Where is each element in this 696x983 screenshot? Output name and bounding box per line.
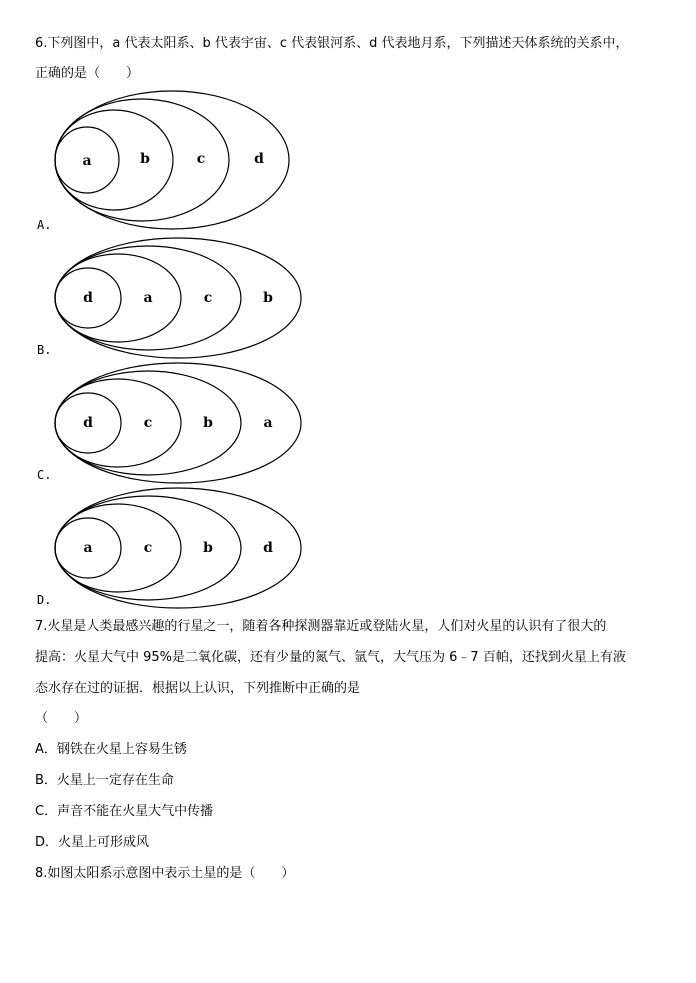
option-b-label-1: d [83, 290, 93, 306]
option-b-label-4: b [263, 290, 273, 306]
option-d-letter: D. [37, 593, 52, 607]
option-d-label-2: c [143, 540, 153, 556]
option-a-label-3: c [196, 151, 206, 167]
option-c-label-1: d [83, 415, 93, 431]
option-d-label-1: a [83, 540, 93, 556]
option-b-letter: B. [37, 343, 52, 357]
q7-choice-b: B．火星上一定存在生命 [35, 773, 174, 788]
option-a-label-1: a [82, 153, 92, 169]
q7-stem-line1: 7.火星是人类最感兴趣的行星之一，随着各种探测器靠近或登陆火星，人们对火星的认识有了很大的 [35, 619, 607, 634]
q7-stem-line3: 态水存在过的证据．根据以上认识，下列推断中正确的是 [35, 681, 361, 696]
ellipse-second [55, 379, 181, 467]
q6-stem-line1: 6.下列图中，a 代表太阳系、b 代表宇宙、c 代表银河系、d 代表地月系，下列描述天体系统的关系中， [35, 36, 629, 51]
q7-stem-line2: 提高：火星大气中 95%是二氧化碳，还有少量的氮气、氩气，大气压为 6﹣7 百帕，还找到火星上有液 [35, 650, 626, 665]
ellipse-second [55, 254, 181, 342]
option-b-label-2: a [143, 290, 153, 306]
option-a-label-2: b [140, 151, 150, 167]
option-b-label-3: c [203, 290, 213, 306]
option-d-label-3: b [203, 540, 213, 556]
option-c-letter: C. [37, 468, 52, 482]
option-d-label-4: d [263, 540, 273, 556]
q6-stem-line2: 正确的是（ ） [35, 66, 140, 81]
option-d-diagram [55, 486, 305, 610]
ellipse-second [55, 110, 173, 210]
option-c-label-3: b [203, 415, 213, 431]
q7-choice-c: C．声音不能在火星大气中传播 [35, 804, 214, 819]
q8-stem: 8.如图太阳系示意图中表示土星的是（ ） [35, 866, 295, 881]
option-a-letter: A. [37, 218, 52, 232]
option-c-label-4: a [263, 415, 273, 431]
ellipse-second [55, 504, 181, 592]
option-b-diagram [55, 236, 305, 360]
q7-choice-d: D．火星上可形成风 [35, 835, 150, 850]
q7-choice-a: A．钢铁在火星上容易生锈 [35, 742, 187, 757]
q7-stem-line4: （ ） [35, 711, 88, 726]
option-c-label-2: c [143, 415, 153, 431]
option-a-diagram [55, 88, 295, 232]
option-c-diagram [55, 361, 305, 485]
option-a-label-4: d [254, 151, 264, 167]
